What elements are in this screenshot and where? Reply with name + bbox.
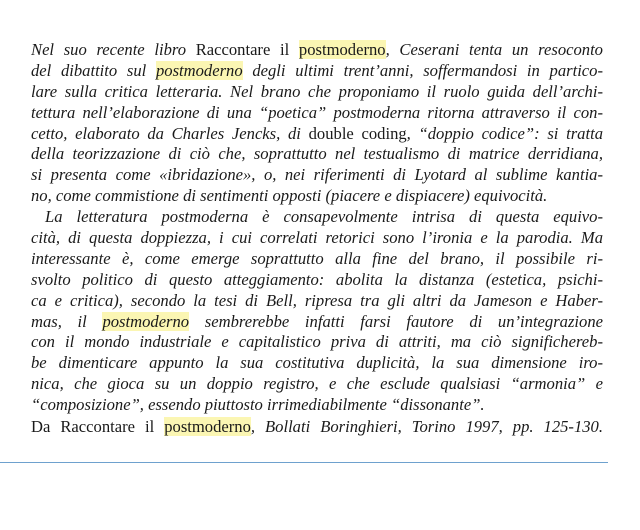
text-line: della teorizzazione di ciò che, soprattutto nel testualismo di matrice derridiana,	[31, 144, 603, 164]
text-line: con il mondo industriale e capitalistico priva di attriti, ma ciò significhereb-	[31, 332, 603, 352]
text-line: del dibattito sul postmoderno degli ultimi trent’anni, soffermandosi in partico-	[31, 60, 603, 80]
book-title: Raccontare il postmoderno	[195, 40, 386, 59]
highlighted-term: postmoderno	[102, 311, 190, 331]
text-line: ca e critica), secondo la tesi di Bell, ripresa tra gli altri da Jameson e Haber-	[31, 290, 603, 310]
paragraph-intro	[31, 40, 603, 207]
book-title: Raccontare il postmoderno	[60, 417, 251, 437]
paragraph-main	[31, 207, 603, 416]
text-line: “composizione”, essendo piuttosto irrimediabilmente “dissonante”.	[31, 395, 485, 415]
highlighted-term: postmoderno	[164, 417, 251, 437]
text-line: lare sulla critica letteraria. Nel brano che proponiamo il ruolo guida dell’archi-	[31, 81, 603, 101]
text-line: nica, che gioca su un doppio registro, e che esclude qualsiasi “armonia” e	[31, 374, 603, 394]
text-line: mas, il postmoderno sembrerebbe infatti farsi fautore di un’integrazione	[31, 311, 603, 331]
text-line: cetto, elaborato da Charles Jencks, di double coding, “doppio codice”: si tratta	[31, 123, 603, 143]
text-block	[31, 40, 603, 439]
text-line: cità, di questa doppiezza, i cui correlati retorici sono l’ironia e la parodia. Ma	[31, 228, 603, 248]
text-line: La letteratura postmoderna è consapevolmente intrisa di questa equivo-	[45, 207, 603, 227]
text-line: svolto politico di questo atteggiamento: abolita la distanza (estetica, psichi-	[31, 269, 603, 289]
highlighted-term: postmoderno	[298, 40, 386, 59]
text-line: tettura nell’elaborazione di una “poetica” postmoderna ritorna attraverso il con-	[31, 102, 603, 122]
highlighted-term: postmoderno	[155, 60, 243, 80]
text-line: Nel suo recente libro Raccontare il postmoderno, Ceserani tenta un resoconto	[31, 40, 603, 59]
bottom-rule	[0, 462, 608, 463]
source-citation: Da Raccontare il postmoderno, Bollati Boringhieri, Torino 1997, pp. 125-130.	[31, 417, 603, 437]
text-line: si presenta come «ibridazione», o, nei riferimenti di Lyotard al sublime kantia-	[31, 165, 603, 185]
term-double-coding: double coding	[308, 123, 407, 143]
text-line: be dimenticare appunto la sua costitutiva duplicità, la sua dimensione iro-	[31, 353, 603, 373]
text-line: no, come commistione di sentimenti opposti (piacere e dispiacere) equivocità.	[31, 186, 548, 206]
text-line: interessante è, come emerge soprattutto alla fine del brano, il possibile ri-	[31, 248, 603, 268]
